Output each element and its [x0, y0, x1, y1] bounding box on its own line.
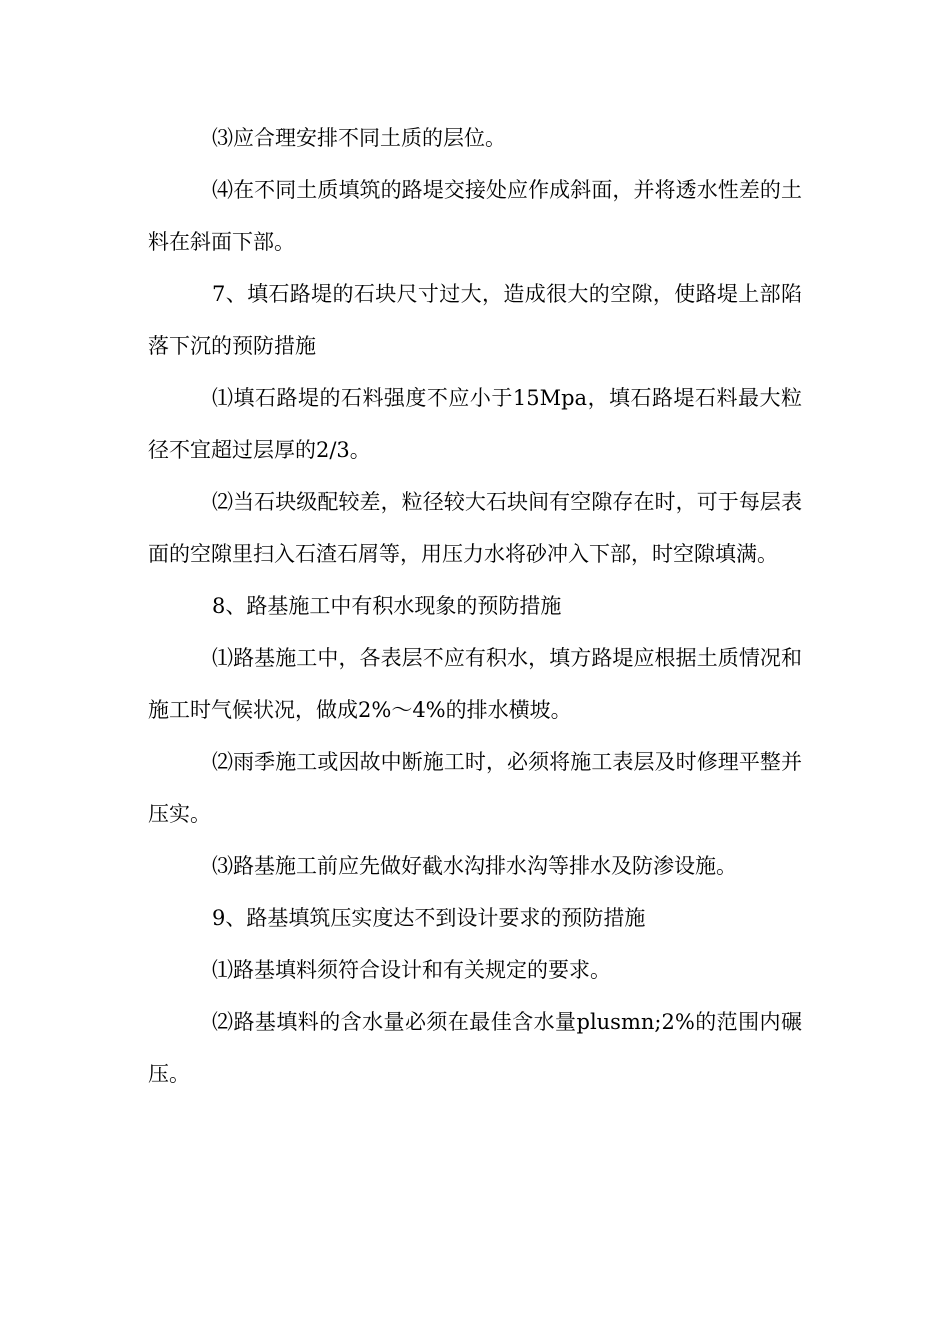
paragraph-item-3-drainage-facilities: ⑶路基施工前应先做好截水沟排水沟等排水及防渗设施。 — [212, 854, 737, 878]
paragraph-item-2-moisture-content: ⑵路基填料的含水量必须在最佳含水量plusmn;2%的范围内碾压。 — [148, 1010, 802, 1086]
paragraph-item-2-rainy-season: ⑵雨季施工或因故中断施工时，必须将施工表层及时修理平整并压实。 — [148, 750, 802, 826]
paragraph-item-1-stone-strength: ⑴填石路堤的石料强度不应小于15Mpa，填石路堤石料最大粒径不宜超过层厚的2/3。 — [148, 386, 802, 462]
section-heading-8: 8、路基施工中有积水现象的预防措施 — [212, 594, 562, 618]
paragraph-item-3-layer-order: ⑶应合理安排不同土质的层位。 — [212, 126, 506, 150]
section-heading-9: 9、路基填筑压实度达不到设计要求的预防措施 — [212, 906, 646, 930]
section-heading-7: 7、填石路堤的石块尺寸过大，造成很大的空隙，使路堤上部陷落下沉的预防措施 — [148, 282, 802, 358]
paragraph-item-1-fill-material: ⑴路基填料须符合设计和有关规定的要求。 — [212, 958, 611, 982]
paragraph-item-2-gap-filling: ⑵当石块级配较差，粒径较大石块间有空隙存在时，可于每层表面的空隙里扫入石渣石屑等，用压力水将砂冲入下部，时空隙填满。 — [148, 490, 802, 566]
document-body — [148, 112, 802, 1100]
paragraph-item-1-drainage-slope: ⑴路基施工中，各表层不应有积水，填方路堤应根据土质情况和施工时气候状况，做成2%～4%的排水横坡。 — [148, 646, 802, 722]
paragraph-item-4-slope-junction: ⑷在不同土质填筑的路堤交接处应作成斜面，并将透水性差的土料在斜面下部。 — [148, 178, 802, 254]
